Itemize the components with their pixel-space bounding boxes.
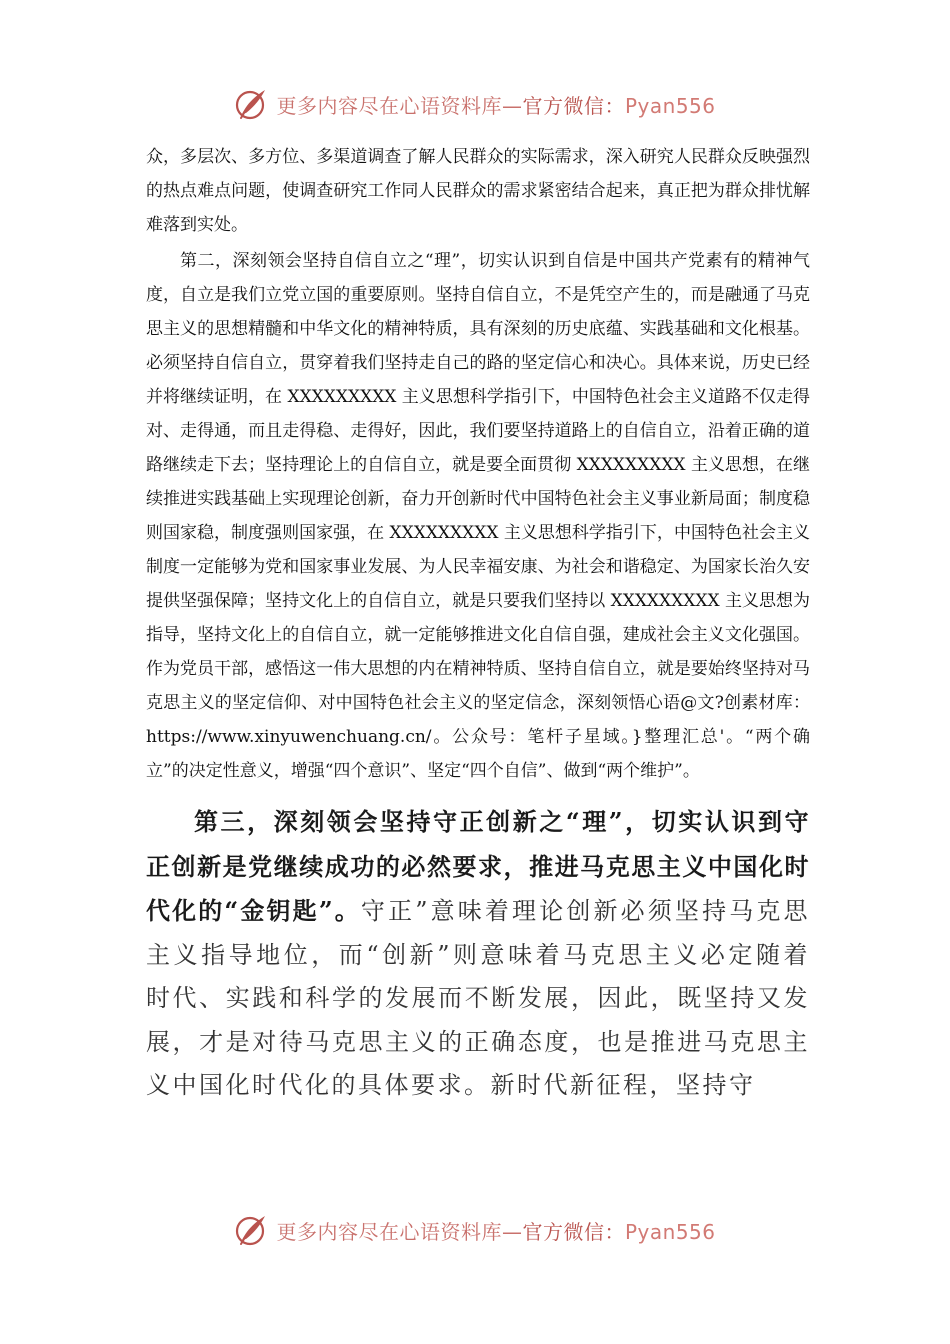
watermark-text: 更多内容尽在心语资料库—官方微信：Pyan556 (276, 1219, 716, 1244)
header-watermark-inner (234, 86, 715, 122)
quill-pen-logo-icon (234, 86, 270, 122)
header-watermark (0, 84, 950, 124)
paragraph-second-point: 第二，深刻领会坚持自信自立之“理”，切实认识到自信是中国共产党素有的精神气度，自立是我们立党立国的重要原则。坚持自信自立，不是凭空产生的，而是融通了马克思主义的思想精髓和中华文化的精神特质，具有深刻的历史底蕴、实践基础和文化根基。必须坚持自信自立，贯穿着我们坚持走自己的路的坚定信心和决心。具体来说，历史已经并将继续证明，在 XXXXXXXXX 主义思想科学指引下，中国特色社会主义道路不仅走得对、走得通，而且走得稳、走得好，因此，我们要坚持道路上的自信自立，沿着正确的道路继续走下去；坚持理论上的自信自立，就是要全面贯彻 XXXXXXXXX 主义思想，在继续推进实践基础上实现理论创新，奋力开创新时代中国特色社会主义事业新局面；制度稳则国家稳，制度强则国家强，在 XXXXXXXXX 主义思想科学指引下，中国特色社会主义制度一定能够为党和国家事业发展、为人民幸福安康、为社会和谐稳定、为国家长治久安提供坚强保障；坚持文化上的自信自立，就是只要我们坚持以 XXXXXXXXX 主义思想为指导，坚持文化上的自信自立，就一定能够推进文化自信自强，建成社会主义文化强国。作为党员干部，感悟这一伟大思想的内在精神特质、坚持自信自立，就是要始终坚持对马克思主义的坚定信仰、对中国特色社会主义的坚定信念，深刻领悟心语@文?创素材库：https://www.xinyuwenchuang.cn/。公众号：笔杆子星域。}整理汇总'。“两个确立”的决定性意义，增强“四个意识”、坚定“四个自信”、做到“两个维护”。 (146, 251, 810, 781)
document-body (146, 140, 810, 1108)
paragraph-third-point (146, 800, 810, 1108)
watermark-text: 更多内容尽在心语资料库—官方微信：Pyan556 (276, 93, 716, 118)
paragraph-continuation: 众，多层次、多方位、多渠道调查了解人民群众的实际需求，深入研究人民群众反映强烈的热点难点问题，使调查研究工作同人民群众的需求紧密结合起来，真正把为群众排忧解难落到实处。 (146, 147, 810, 235)
footer-watermark-inner (234, 1212, 715, 1248)
third-point-body: 守正”意味着理论创新必须坚持马克思主义指导地位，而“创新”则意味着马克思主义必定随着时代、实践和科学的发展而不断发展，因此，既坚持又发展，才是对待马克思主义的正确态度，也是推进马克思主义中国化时代化的具体要求。新时代新征程，坚持守 (146, 897, 811, 1099)
quill-pen-logo-icon (234, 1212, 270, 1248)
third-point-heading: 第三，深刻领会坚持守正创新之“理”，切实认识到守正创新是党继续成功的必然要求，推进马克思主义中国化时代化的“金钥匙”。 (146, 807, 810, 925)
footer-watermark (0, 1210, 950, 1250)
